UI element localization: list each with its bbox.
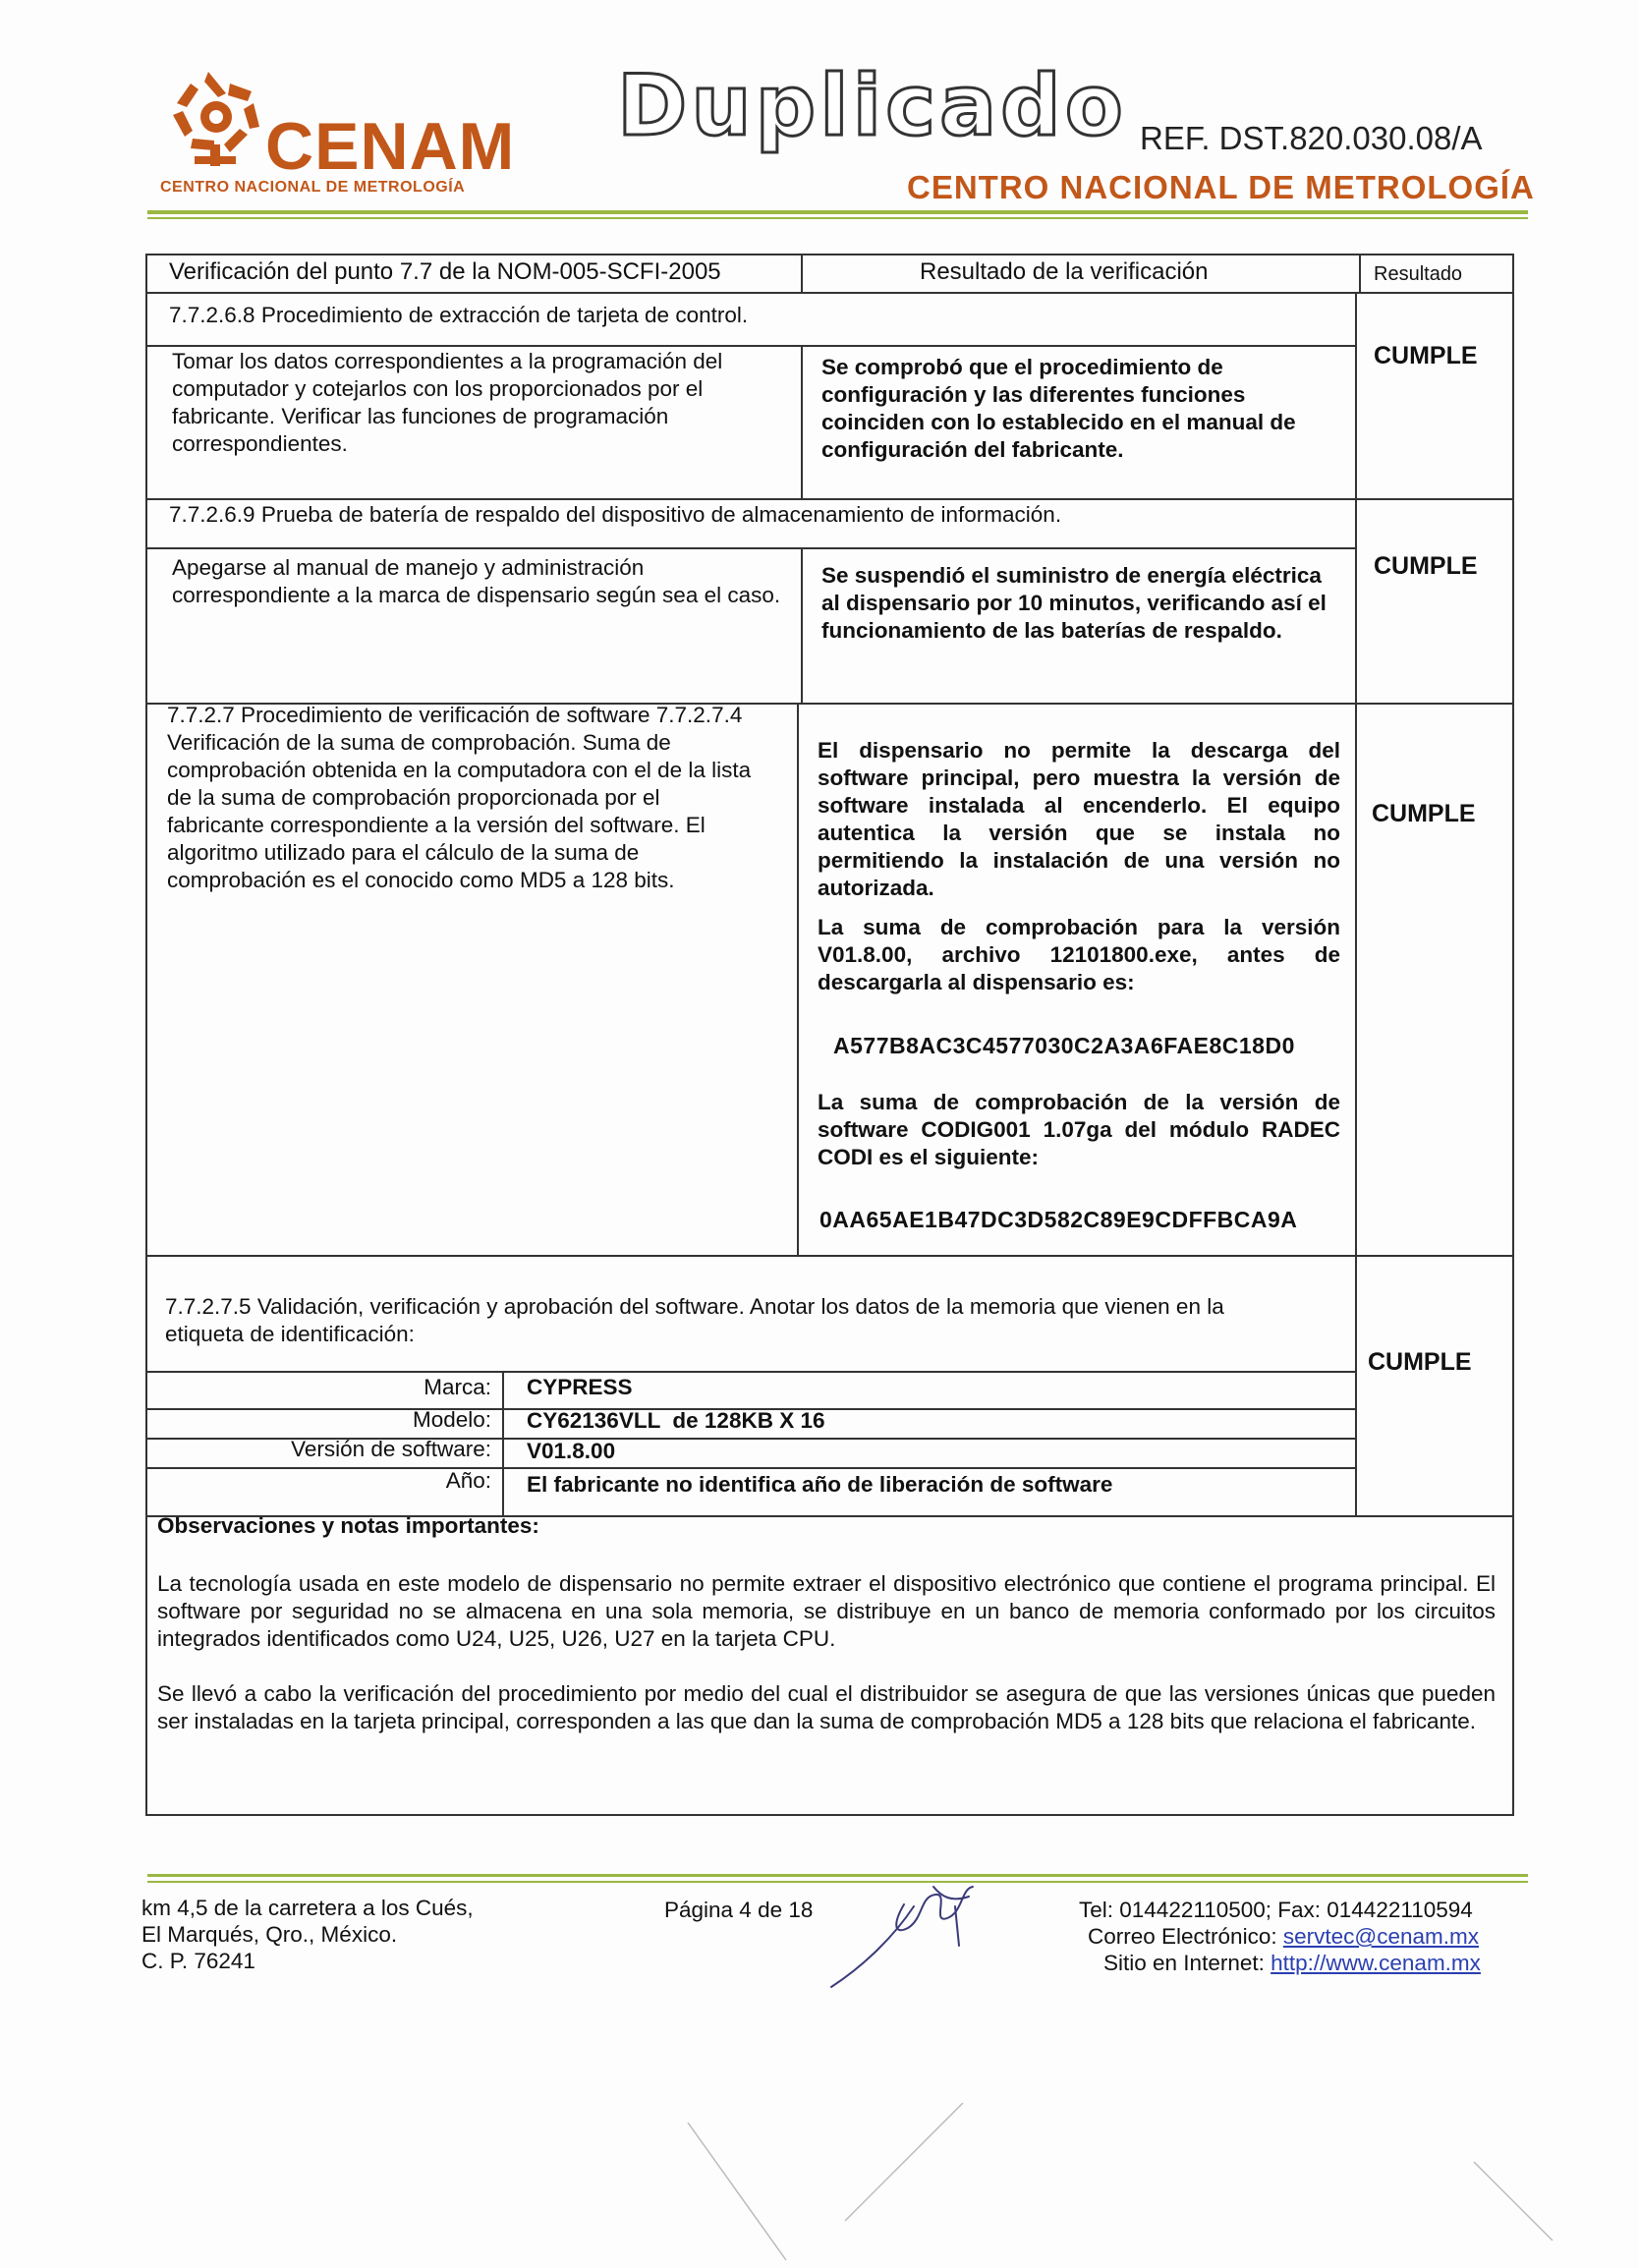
result-badge: CUMPLE bbox=[1374, 552, 1478, 580]
memory-label-brand: Marca: bbox=[424, 1375, 491, 1399]
section-finding: Se suspendió el suministro de energía eléctrica al dispensario por 10 minutos, verificando así el funcionamiento de las baterías de respaldo. bbox=[821, 563, 1327, 643]
contact-email-line bbox=[1088, 1923, 1479, 1951]
notes-heading: Observaciones y notas importantes: bbox=[157, 1513, 539, 1538]
checksum-value: A577B8AC3C4577030C2A3A6FAE8C18D0 bbox=[833, 1033, 1295, 1058]
section-title: 7.7.2.6.8 Procedimiento de extracción de tarjeta de control. bbox=[169, 303, 749, 327]
column-header-verification: Verificación del punto 7.7 de la NOM-005-SCFI-2005 bbox=[169, 258, 721, 285]
contact-web-line bbox=[1103, 1950, 1481, 1977]
section-finding: La suma de comprobación para la versión V01.8.00, archivo 12101800.exe, antes de descargarla al dispensario es: bbox=[818, 915, 1340, 994]
institution-name: CENTRO NACIONAL DE METROLOGÍA bbox=[907, 169, 1535, 205]
section-title: 7.7.2.6.9 Prueba de batería de respaldo del dispositivo de almacenamiento de información. bbox=[169, 502, 1062, 527]
document-reference: REF. DST.820.030.08/A bbox=[1140, 120, 1483, 156]
result-badge: CUMPLE bbox=[1368, 1348, 1472, 1376]
column-header-finding: Resultado de la verificación bbox=[920, 258, 1209, 285]
duplicado-stamp: Duplicado bbox=[617, 57, 1127, 155]
section-title: 7.7.2.7.5 Validación, verificación y aprobación del software. Anotar los datos de la memoria que vienen en la etiqueta de identificación: bbox=[165, 1294, 1224, 1346]
memory-value-year: El fabricante no identifica año de liberación de software bbox=[527, 1472, 1113, 1497]
notes-paragraph: Se llevó a cabo la verificación del procedimiento por medio del cual el distribuidor se asegura de que las versiones únicas que pueden ser instaladas en la tarjeta principal, corresponden a las que dan la suma de comprobación MD5 a 128 bits que relaciona el fabricante. bbox=[157, 1681, 1496, 1733]
signature bbox=[825, 1867, 1022, 1995]
section-finding: El dispensario no permite la descarga del software principal, pero muestra la versión de software instalada al encenderlo. El equipo autentica la versión que se instala no permitiendo la instalación de una versión no autorizada. bbox=[818, 738, 1340, 900]
scan-fold-marks bbox=[0, 2103, 1638, 2268]
address-line: El Marqués, Qro., México. bbox=[141, 1922, 398, 1947]
header-rule bbox=[147, 210, 1528, 214]
result-badge: CUMPLE bbox=[1374, 342, 1478, 369]
website-link[interactable]: http://www.cenam.mx bbox=[1271, 1951, 1481, 1975]
memory-label-year: Año: bbox=[445, 1468, 491, 1493]
logo-subtitle: CENTRO NACIONAL DE METROLOGÍA bbox=[160, 179, 466, 196]
column-header-result: Resultado bbox=[1374, 263, 1463, 285]
memory-label-version: Versión de software: bbox=[291, 1437, 491, 1461]
memory-value-model: CY62136VLL de 128KB X 16 bbox=[527, 1408, 825, 1433]
section-finding: Se comprobó que el procedimiento de configuración y las diferentes funciones coinciden con lo establecido en el manual de configuración del fabricante. bbox=[821, 355, 1296, 462]
address-line: km 4,5 de la carretera a los Cués, bbox=[141, 1896, 474, 1920]
email-link[interactable]: servtec@cenam.mx bbox=[1282, 1924, 1479, 1949]
section-requirement: Tomar los datos correspondientes a la programación del computador y cotejarlos con los proporcionados por el fabricante. Verificar las funciones de programación correspondientes. bbox=[172, 349, 723, 456]
section-requirement: 7.7.2.7 Procedimiento de verificación de software 7.7.2.7.4 Verificación de la suma de comprobación. Suma de comprobación obtenida en la computadora con el de la lista de la suma de comprobación proporcionada por el fabricante correspondiente a la versión del software. El algoritmo utilizado para el cálculo de la suma de comprobación es el conocido como MD5 a 128 bits. bbox=[167, 703, 752, 892]
memory-value-version: V01.8.00 bbox=[527, 1439, 616, 1463]
address-line: C. P. 76241 bbox=[141, 1949, 255, 1973]
page-number: Página 4 de 18 bbox=[664, 1898, 814, 1922]
logo-wordmark: CENAM bbox=[265, 109, 516, 184]
section-requirement: Apegarse al manual de manejo y administración correspondiente a la marca de dispensario según sea el caso. bbox=[172, 555, 781, 607]
web-label: Sitio en Internet: bbox=[1103, 1951, 1271, 1975]
result-badge: CUMPLE bbox=[1372, 800, 1476, 827]
section-finding: La suma de comprobación de la versión de software CODIG001 1.07ga del módulo RADEC CODI es el siguiente: bbox=[818, 1090, 1340, 1169]
header-rule-thin bbox=[147, 217, 1528, 219]
checksum-value: 0AA65AE1B47DC3D582C89E9CDFFBCA9A bbox=[819, 1207, 1298, 1232]
email-label: Correo Electrónico: bbox=[1088, 1924, 1283, 1949]
memory-label-model: Modelo: bbox=[412, 1407, 491, 1432]
contact-phone: Tel: 014422110500; Fax: 014422110594 bbox=[1079, 1898, 1473, 1922]
notes-paragraph: La tecnología usada en este modelo de dispensario no permite extraer el dispositivo electrónico que contiene el programa principal. El software por seguridad no se almacena en una sola memoria, se distribuye en un banco de memoria conformado por los circuitos integrados identificados como U24, U25, U26, U27 en la tarjeta CPU. bbox=[157, 1571, 1496, 1651]
memory-value-brand: CYPRESS bbox=[527, 1375, 633, 1399]
